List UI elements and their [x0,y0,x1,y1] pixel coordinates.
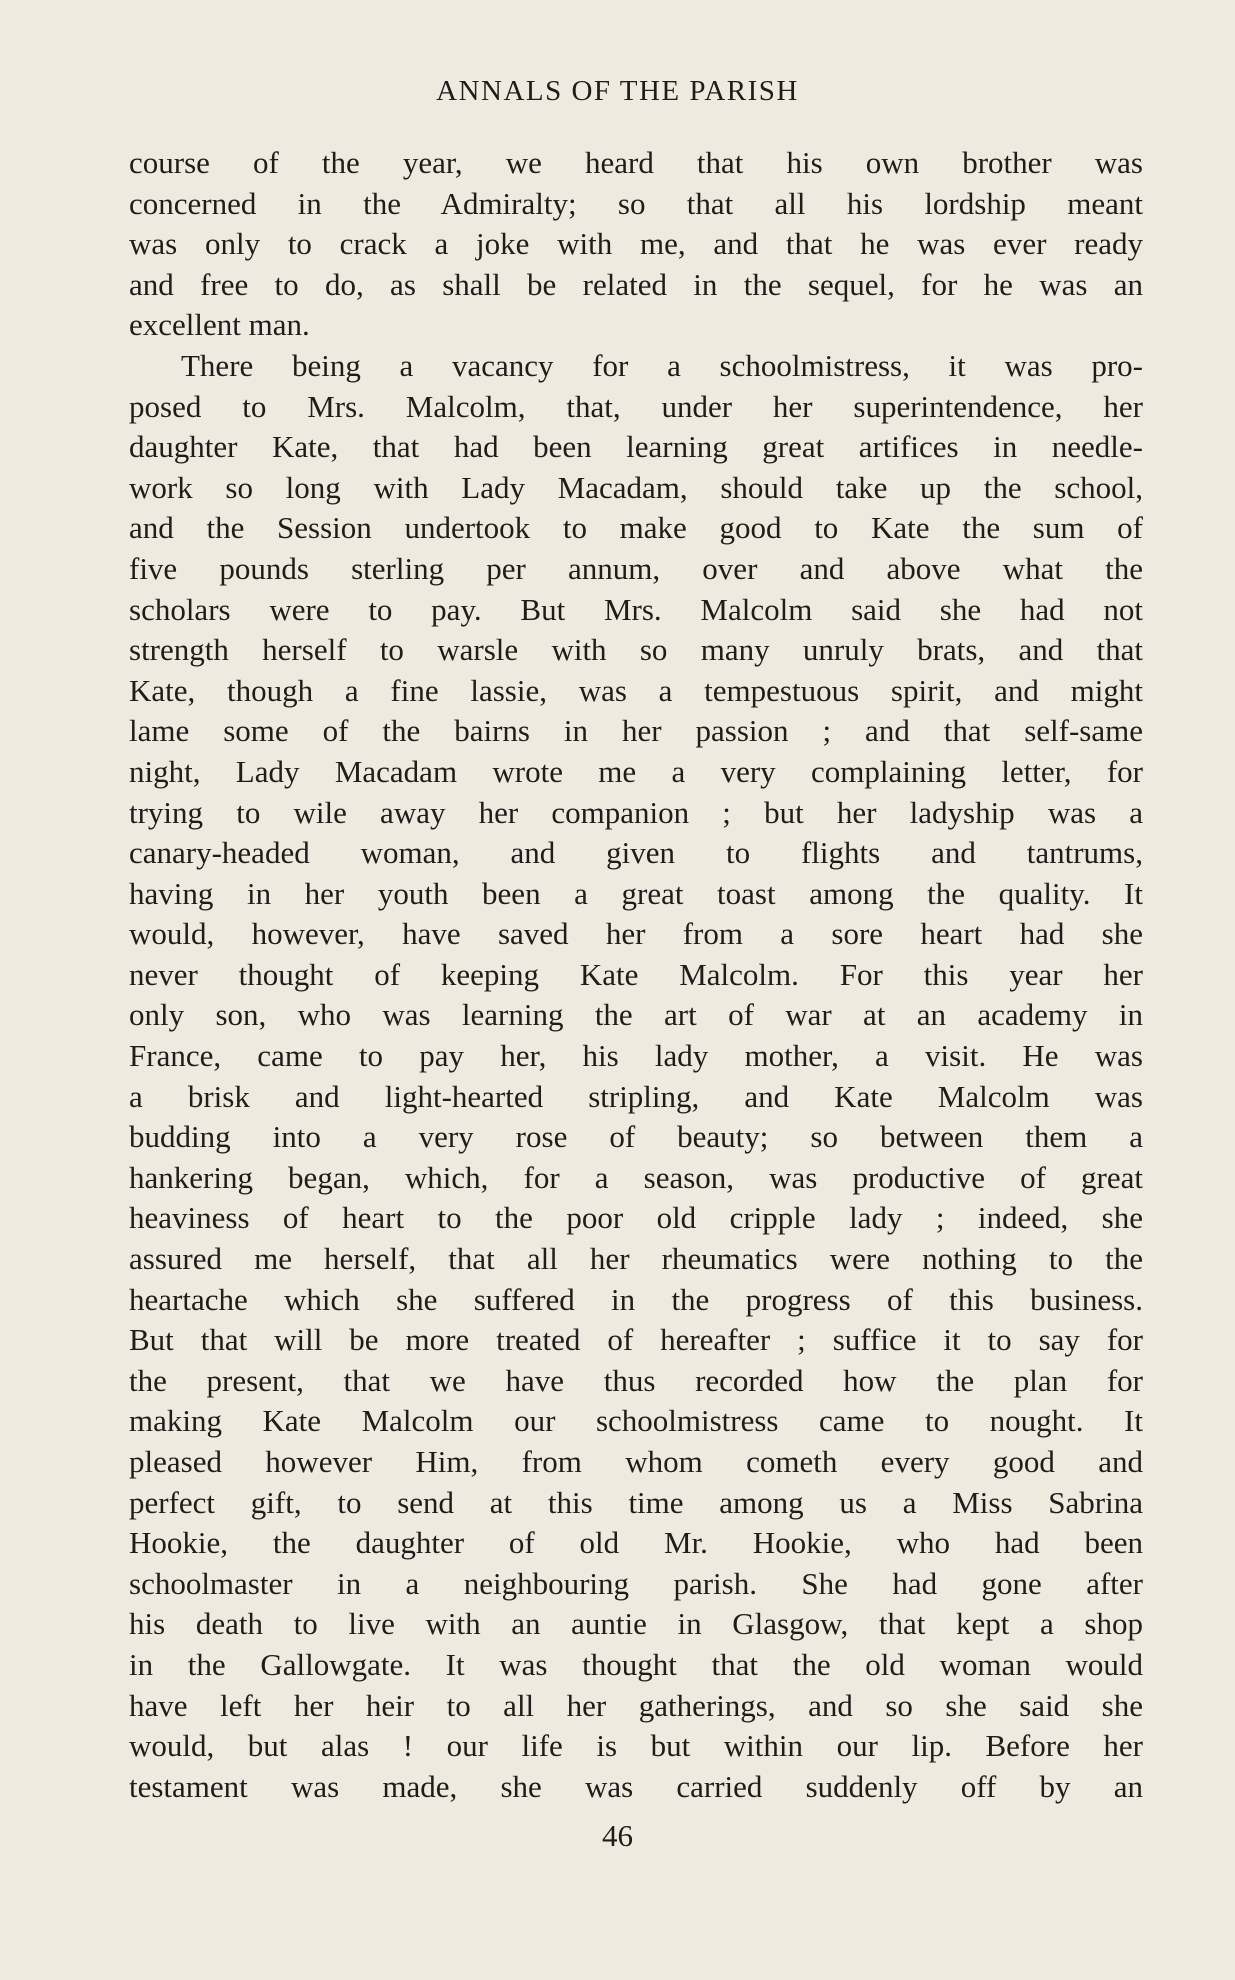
text-line: five pounds sterling per annum, over and above what the [129,550,1143,586]
text-line: assured me herself, that all her rheumatics were nothing to the [129,1241,1143,1277]
text-line: There being a vacancy for a schoolmistress, it was pro- [181,347,1143,383]
text-line: have left her heir to all her gatherings, and so she said she [129,1687,1143,1723]
body-text [129,143,1143,1807]
text-line: concerned in the Admiralty; so that all his lordship meant [129,185,1143,221]
text-line: perfect gift, to send at this time among us a Miss Sabrina [129,1484,1143,1520]
text-line: posed to Mrs. Malcolm, that, under her superintendence, her [129,388,1143,424]
text-line: was only to crack a joke with me, and that he was ever ready [129,226,1143,262]
text-line: But that will be more treated of hereafter ; suffice it to say for [129,1322,1143,1358]
text-line: lame some of the bairns in her passion ; and that self-same [129,713,1143,749]
text-line: a brisk and light-hearted stripling, and Kate Malcolm was [129,1078,1143,1114]
text-line: canary-headed woman, and given to flights and tantrums, [129,835,1143,871]
text-line: making Kate Malcolm our schoolmistress came to nought. It [129,1403,1143,1439]
text-line: scholars were to pay. But Mrs. Malcolm said she had not [129,591,1143,627]
text-line: the present, that we have thus recorded how the plan for [129,1362,1143,1398]
text-line: Hookie, the daughter of old Mr. Hookie, who had been [129,1525,1143,1561]
text-line: and the Session undertook to make good to Kate the sum of [129,510,1143,546]
text-line: night, Lady Macadam wrote me a very complaining letter, for [129,753,1143,789]
running-title: ANNALS OF THE PARISH [436,75,799,107]
text-line: trying to wile away her companion ; but her ladyship was a [129,794,1143,830]
text-line: budding into a very rose of beauty; so between them a [129,1119,1143,1155]
text-line: work so long with Lady Macadam, should take up the school, [129,469,1143,505]
text-line: having in her youth been a great toast among the quality. It [129,875,1143,911]
text-line: in the Gallowgate. It was thought that the old woman would [129,1646,1143,1682]
text-line: Kate, though a fine lassie, was a tempestuous spirit, and might [129,672,1143,708]
text-line: heartache which she suffered in the progress of this business. [129,1281,1143,1317]
text-line: excellent man. [129,307,310,343]
text-line: would, but alas ! our life is but within our lip. Before her [129,1728,1143,1764]
text-line: heaviness of heart to the poor old cripple lady ; indeed, she [129,1200,1143,1236]
text-line: never thought of keeping Kate Malcolm. For this year her [129,956,1143,992]
text-line: France, came to pay her, his lady mother, a visit. He was [129,1038,1143,1074]
text-line: hankering began, which, for a season, was productive of great [129,1159,1143,1195]
text-line: would, however, have saved her from a sore heart had she [129,916,1143,952]
page-number: 46 [602,1818,633,1853]
text-line: and free to do, as shall be related in the sequel, for he was an [129,266,1143,302]
text-line: daughter Kate, that had been learning great artifices in needle- [129,429,1143,465]
text-line: only son, who was learning the art of war at an academy in [129,997,1143,1033]
text-line: schoolmaster in a neighbouring parish. She had gone after [129,1565,1143,1601]
text-line: strength herself to warsle with so many unruly brats, and that [129,632,1143,668]
text-line: pleased however Him, from whom cometh every good and [129,1444,1143,1479]
text-line: testament was made, she was carried suddenly off by an [129,1768,1143,1804]
text-line: his death to live with an auntie in Glasgow, that kept a shop [129,1606,1143,1642]
text-line: course of the year, we heard that his own brother was [129,145,1143,180]
